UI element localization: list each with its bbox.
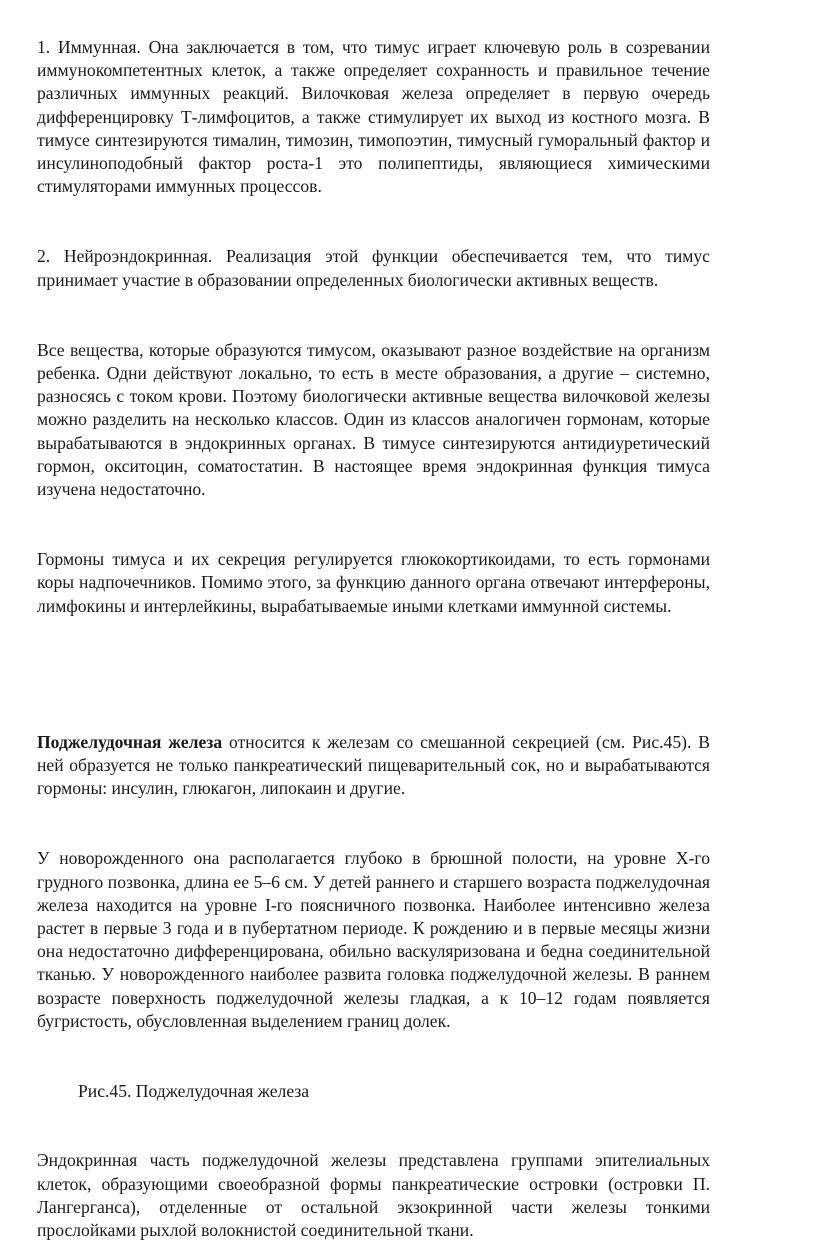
paragraph-thymus-hormones: Гормоны тимуса и их секреция регулируется глюкокортикоидами, то есть гормонами коры надпочечников. Помимо этого, за функцию данного органа отвечают интерфероны, лимфокины и интерлейкины, вырабатываемые иными клетками иммунной системы. [37,549,710,616]
spacer [37,1103,710,1149]
spacer [37,292,710,339]
paragraph-pancreas-development: У новорожденного она располагается глубоко в брюшной полости, на уровне X-го грудного позвонка, длина ее 5–6 см. У детей раннего и старшего возраста поджелудочная железа находится на уровне I-го поясничного позвонка. Наиболее интенсивно железа растет в первые 3 года и в пубертатном периоде. К рождению и в первые месяцы жизни она недостаточно дифференцирована, обильно васкуляризована и бедна соединительной тканью. У новорожденного наиболее развита головка поджелудочной железы. В раннем возрасте поверхность поджелудочной железы гладкая, а к 10–12 годам появляется бугристость, обусловленная выделением границ долек. [37,848,710,1031]
pancreas-term: Поджелудочная железа [37,731,223,752]
paragraph-endocrine-part: Эндокринная часть поджелудочной железы представлена группами эпителиальных клеток, образующими своеобразной формы панкреатические островки (островки П. Лангерганса), отделенные от остальной экзокринной части железы тонкими прослойками рыхлой волокнистой соединительной ткани. [37,1150,710,1240]
paragraph-immune-function: 1. Иммунная. Она заключается в том, что тимус играет ключевую роль в созревании иммунокомпетентных клеток, а также определяет сохранность и правильное течение различных иммунных реакций. Вилочковая железа определяет в первую очередь дифференцировку Т-лимфоцитов, а также стимулирует их выход из костного мозга. В тимусе синтезируются тималин, тимозин, тимопоэтин, тимусный гуморальный фактор и инсулиноподобный фактор роста-1 это полипептиды, являющиеся химическими стимуляторами иммунных процессов. [37,37,710,197]
spacer [37,618,710,731]
document-page [37,36,710,1242]
figure-caption: Рис.45. Поджелудочная железа [78,1081,310,1102]
paragraph-pancreas-intro [37,731,710,801]
spacer [37,800,710,847]
paragraph-neuroendocrine-function: 2. Нейроэндокринная. Реализация этой функции обеспечивается тем, что тимус принимает участие в образовании определенных биологически активных веществ. [37,246,710,290]
spacer [37,198,710,245]
paragraph-thymus-substances: Все вещества, которые образуются тимусом, оказывают разное воздействие на организм ребенка. Одни действуют локально, то есть в месте образования, а другие – системно, разносясь с током крови. Поэтому биологически активные вещества вилочковой железы можно разделить на несколько классов. Один из классов аналогичен гормонам, которые вырабатываются в эндокринных органах. В тимусе синтезируются антидиуретический гормон, окситоцин, соматостатин. В настоящее время эндокринная функция тимуса изучена недостаточно. [37,339,710,500]
pancreas-intro-text: относится к железам со смешанной секрецией (см. Рис.45). В ней образуется не только панкреатический пищеварительный сок, но и вырабатываются гормоны: инсулин, глюкагон, липокаин и другие. [37,731,710,799]
spacer [37,1033,710,1080]
spacer [37,501,710,548]
